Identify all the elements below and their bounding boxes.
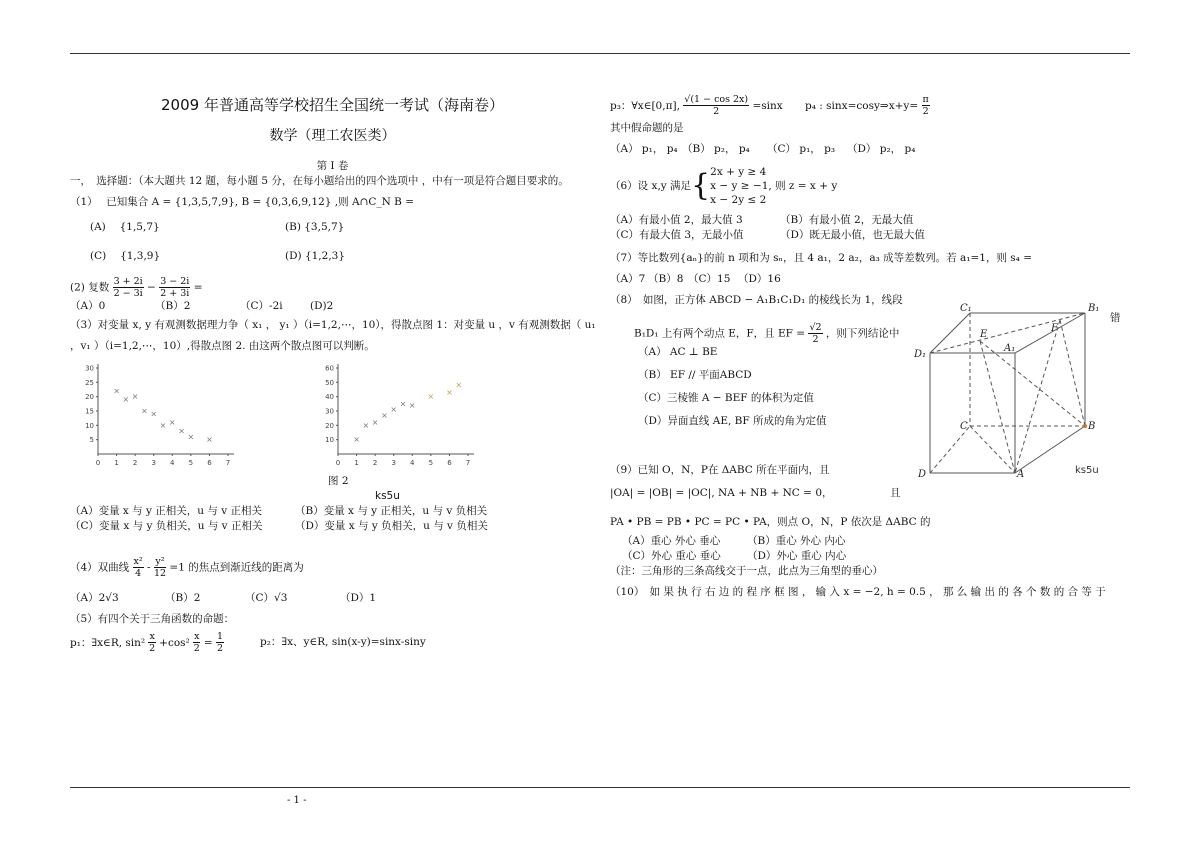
q2-fraction-1 [113,276,144,299]
q2-option-b: （B）2 [155,300,191,312]
q9-line1: （9）已知 O，N，P在 ΔABC 所在平面内，且 [610,464,830,476]
scatter-point: × [206,435,213,445]
q2-f2-den: 2 + 3i [160,288,190,299]
q5-p1 [70,631,260,654]
scatter-point: × [168,417,176,427]
q2-f1-den: 2 − 3i [113,288,143,299]
q5-option-a: （A） p₁， p₄ [610,143,678,155]
edge-f-b [1060,320,1085,426]
x-tick-label: 2 [132,459,138,467]
y-tick-label: 25 [85,378,94,387]
scatter-point: × [150,409,158,419]
y-tick-label: 15 [85,407,94,416]
q4-fraction-2 [154,556,166,579]
q5-p1-f3-num: 1 [216,631,224,642]
x-tick-label: 5 [428,459,434,467]
q5-p3-frac [683,94,749,117]
edge-a1-b1 [1015,313,1085,353]
q5-p1-f2-num: x [194,631,200,642]
q4-option-c: （C）√3 [245,592,288,604]
label-a1: A₁ [1004,343,1016,354]
y-tick-label: 50 [325,378,334,387]
scatter-point: × [371,417,379,427]
q8-option-c: （C）三棱锥 A − BEF 的体积为定值 [638,392,814,404]
edge-e-a [980,341,1015,473]
x-tick-label: 4 [410,459,415,467]
q6-option-d: （D）既无最小值，也无最大值 [780,229,925,241]
q4-prefix: （4）双曲线 [70,561,130,574]
x-tick-label: 4 [170,459,175,467]
q5-p1-f2-den: 2 [193,643,200,654]
q5-p4-den: 2 [922,106,929,117]
cube-hidden-edges [930,313,1085,473]
y-tick-label: 30 [85,364,94,373]
cube-figure [910,301,1130,481]
q5-p4-num: π [922,94,929,105]
q1-options-row2 [70,249,595,264]
label-d1: D₁ [914,349,927,360]
scatter-point: × [408,400,416,410]
footer-rule [70,787,1130,788]
label-c: C [960,421,968,432]
page-title: 2009 年普通高等学校招生全国统一考试（海南卷） [161,96,504,114]
q9-option-a: （A）重心 外心 垂心 [622,535,721,547]
section-intro: 一， 选择题：（本大题共 12 题，每小题 5 分，在每小题给出的四个选项中 ，中有一项是符合题目要求的。 [70,175,569,187]
q3-options-row1 [70,504,595,519]
y-tick-label: 30 [325,407,334,416]
q4-fraction-1 [133,556,144,579]
q5-option-b: （B） p₂， p₄ [682,143,750,155]
q2-stem [70,276,595,299]
y-tick-label: 40 [325,393,334,402]
q5-p4-prefix: p₄ : sinx=cosy⇒x+y= [805,99,919,112]
q3-option-d: （D）变量 x 与 y 负相关，u 与 v 负相关 [295,520,488,532]
q8-frac [808,322,822,345]
q9-line3: PA • PB = PB • PC = PC • PA，则点 O，N，P 依次是 ΔABC 的 [610,516,931,528]
q6-stem [610,165,1130,207]
edge-f-a [1015,320,1060,473]
q6-constraint-1: 2x + y ≥ 4 [710,166,767,178]
scatter-point: × [113,386,120,396]
section-label: 第 I 卷 [316,160,349,172]
q5-p3-den: 2 [713,106,720,117]
q7-option-c: （C）15 [688,273,731,285]
scatter-point: × [141,406,148,416]
q9-line2-right: 且 [890,487,901,499]
scatter-point: × [131,392,139,402]
q3-stem-line2: ，v₁ ）（i=1,2,⋯，10）,得散点图 2. 由这两个散点图可以判断。 [70,340,375,352]
q9-line2-row [610,486,1130,501]
q6-constraint-3: x − 2y ≤ 2 [710,194,767,206]
q5-p1-frac-3 [216,631,224,654]
q6-options-row1 [610,213,1130,228]
q5-ask: 其中假命题的是 [610,122,684,134]
edge-c-a [970,426,1015,473]
q5-option-c: （C） p₁， p₃ [767,143,836,155]
q5-p1-frac-2 [193,631,200,654]
point-b-marker [1083,424,1087,428]
x-tick-label: 0 [95,459,101,467]
q5-p1-mid: +cos² [159,636,190,649]
q6-option-c: （C）有最大值 3，无最小值 [610,229,744,241]
x-tick-label: 6 [207,459,212,467]
x-tick-label: 3 [151,459,156,467]
q5-p1-f1-num: x [149,631,155,642]
q2-option-a: （A）0 [70,300,106,312]
y-tick-label: 10 [325,436,334,445]
q5-p3-p4-row [610,94,1130,117]
q5-option-d: （D） p₂， p₄ [847,143,916,155]
q4-f2-num: y² [155,556,165,567]
q1-options-row1 [70,220,595,235]
cube-watermark: ks5u [1075,465,1099,476]
scatter-plot-1 [70,360,240,470]
q8-frac-num: √2 [809,322,822,333]
scatter-point: × [390,405,398,415]
q9-note: （注：三角形的三条高线交于一点，此点为三角型的垂心） [610,565,883,577]
q4-f1-num: x² [133,556,143,567]
q5-stem: （5）有四个关于三角函数的命题： [70,613,235,625]
q8-side-note: 错 [1110,312,1121,324]
q7-options [610,272,1130,287]
q4-stem [70,556,595,579]
q6-constraint-2: x − y ≥ −1, 则 z = x + y [710,180,838,192]
x-tick-label: 0 [335,459,341,467]
q9-option-b: （B）重心 外心 内心 [747,535,846,547]
scatter-point: × [399,399,407,409]
y-tick-label: 5 [89,436,94,445]
q5-p3-num: √(1 − cos 2x) [684,94,749,105]
watermark-ks5u: ks5u [375,490,400,502]
q8-stem2-prefix: B₁D₁ 上有两个动点 E，F，且 EF = [634,327,806,340]
q5-p3-suffix: =sinx [752,99,783,112]
q6-prefix: （6）设 x,y 满足 [610,179,692,192]
y-tick-label: 20 [85,393,94,402]
q4-option-a: （A）2√3 [70,592,119,604]
q5-options [610,142,1130,157]
scatter-point: × [455,380,463,390]
x-tick-label: 1 [354,459,359,467]
cube-vertex-labels [913,303,1099,480]
x-tick-label: 1 [114,459,119,467]
q4-option-d: （D）1 [340,592,377,604]
q5-p1-f1-den: 2 [149,643,156,654]
q1-option-b: (B) {3,5,7} [285,221,345,233]
x-tick-label: 7 [465,459,471,467]
q9-option-c: （C）外心 重心 垂心 [622,550,721,562]
label-b1: B₁ [1088,303,1100,314]
q9-options-row2 [622,549,1130,564]
q2-option-d: (D)2 [310,300,334,312]
q4-f2-den: 12 [153,568,167,579]
q1-stem: （1） 已知集合 A = {1,3,5,7,9}, B = {0,3,6,9,12} ,则 A∩C_N B = [70,196,414,208]
page-number: - 1 - [287,795,307,806]
left-column [70,88,595,654]
scatter-point: × [362,420,370,430]
fig2-label: 图 2 [328,475,349,487]
q9-options-row1 [622,534,1130,549]
q3-option-a: （A）变量 x 与 y 正相关，u 与 v 正相关 [70,505,262,517]
x-tick-label: 6 [447,459,452,467]
q2-f1-num: 3 + 2i [113,276,143,287]
q6-brace: { [691,168,711,203]
q1-option-d: (D) {1,2,3} [285,250,346,262]
q5-p3-prefix: p₃：∀x∈[0,π], [610,99,680,112]
q9-option-d: （D）外心 重心 内心 [747,550,847,562]
q4-f1-den: 4 [135,568,142,579]
q8-option-d: （D）异面直线 AE, BF 所成的角为定值 [638,415,827,427]
q3-stem-line1: （3）对变量 x, y 有观测数据理力争（ x₁ ， y₁ ）（i=1,2,⋯，10），得散点图 1：对变量 u ，v 有观测数据（ u₁ [70,319,596,331]
q7-option-d: （D）16 [738,273,781,285]
scatter-point: × [122,395,130,405]
label-d: D [918,469,927,480]
scatter-point: × [178,426,185,436]
scatter-point: × [381,410,388,420]
cube-edges [930,313,1085,473]
q4-options [70,591,595,606]
q2-fraction-2 [159,276,190,299]
q3-option-b: （B）变量 x 与 y 正相关，u 与 v 负相关 [295,505,488,517]
q5-p1-prefix: p₁：∃x∈R, sin² [70,636,146,649]
q5-p4 [805,94,930,117]
x-tick-label: 7 [225,459,231,467]
q8-option-a: （A） AC ⊥ BE [638,346,718,358]
q2-f2-num: 3 − 2i [160,276,190,287]
label-f: F [1051,323,1058,334]
label-e: E [980,329,988,340]
q5-p3 [610,94,805,117]
q6-options-row2 [610,228,1130,243]
edge-d-c [930,426,970,473]
x-tick-label: 5 [188,459,194,467]
scatter-point: × [187,432,195,442]
q6-option-b: （B）有最小值 2，无最大值 [780,214,914,226]
label-a: A [1017,469,1025,480]
q5-p1-p2-row [70,631,595,654]
q5-p4-frac [922,94,930,117]
page-subtitle: 数学（理工农医类） [269,128,396,144]
label-c1: C₁ [960,303,972,314]
q3-scatter-plots [70,360,595,470]
q9-line2: |OA| = |OB| = |OC|, NA + NB + NC = 0， [610,487,833,499]
q10-stem: （10） 如 果 执 行 右 边 的 程 序 框 图 ， 输 入 x = −2, h = 0.5 ， 那 么 输 出 的 各 个 数 的 合 等 于 [610,586,1106,598]
q7-stem: （7）等比数列{aₙ}的前 n 项和为 sₙ，且 4 a₁，2 a₂，a₃ 成等差数列。若 a₁=1，则 s₄ = [610,252,1033,264]
edge-e-b [980,341,1085,426]
right-column [610,94,1130,600]
scatter-plot-2 [310,360,480,470]
q5-p1-frac-1 [148,631,155,654]
q2-minus: − [147,281,156,294]
q5-p1-f3-den: 2 [216,643,224,654]
q1-option-c: (C) {1,3,9} [90,250,161,262]
x-tick-label: 2 [372,459,378,467]
q8-stem: （8） 如图，正方体 ABCD − A₁B₁C₁D₁ 的棱线长为 1，线段 [610,294,903,306]
q6-option-a: （A）有最小值 2，最大值 3 [610,214,743,226]
header-rule [70,53,1130,54]
q6-system [710,165,837,207]
edge-d1-c1 [930,313,970,353]
scatter-point: × [427,392,435,402]
y-tick-label: 20 [325,421,334,430]
q5-p2: p₂：∃x、y∈R, sin(x-y)=sinx-siny [260,636,426,648]
q2-option-c: （C）-2i [240,300,283,312]
q4-suffix: =1 的焦点到渐近线的距离为 [169,561,304,574]
scatter-point: × [353,435,360,445]
q3-options-row2 [70,519,595,534]
q5-p1-eq: = [203,636,213,649]
y-tick-label: 10 [85,421,94,430]
x-tick-label: 3 [391,459,396,467]
q2-options [70,299,595,314]
scatter-point: × [159,420,167,430]
q8-frac-den: 2 [812,334,819,345]
q1-option-a: (A) {1,5,7} [90,221,160,233]
q8-stem2-suffix: ，则下列结论中 [825,327,900,340]
scatter-point: × [446,387,453,397]
q7-option-a: （A）7 [610,273,646,285]
q8-option-b: （B） EF // 平面ABCD [638,369,752,381]
y-tick-label: 60 [325,364,334,373]
q4-minus: - [147,561,151,574]
label-b: B [1088,421,1096,432]
q2-prefix: (2) 复数 [70,281,110,294]
q3-option-c: （C）变量 x 与 y 负相关，u 与 v 正相关 [70,520,263,532]
q2-equals: = [193,281,203,294]
q4-option-b: （B）2 [165,592,201,604]
q7-option-b: （B）8 [648,273,684,285]
